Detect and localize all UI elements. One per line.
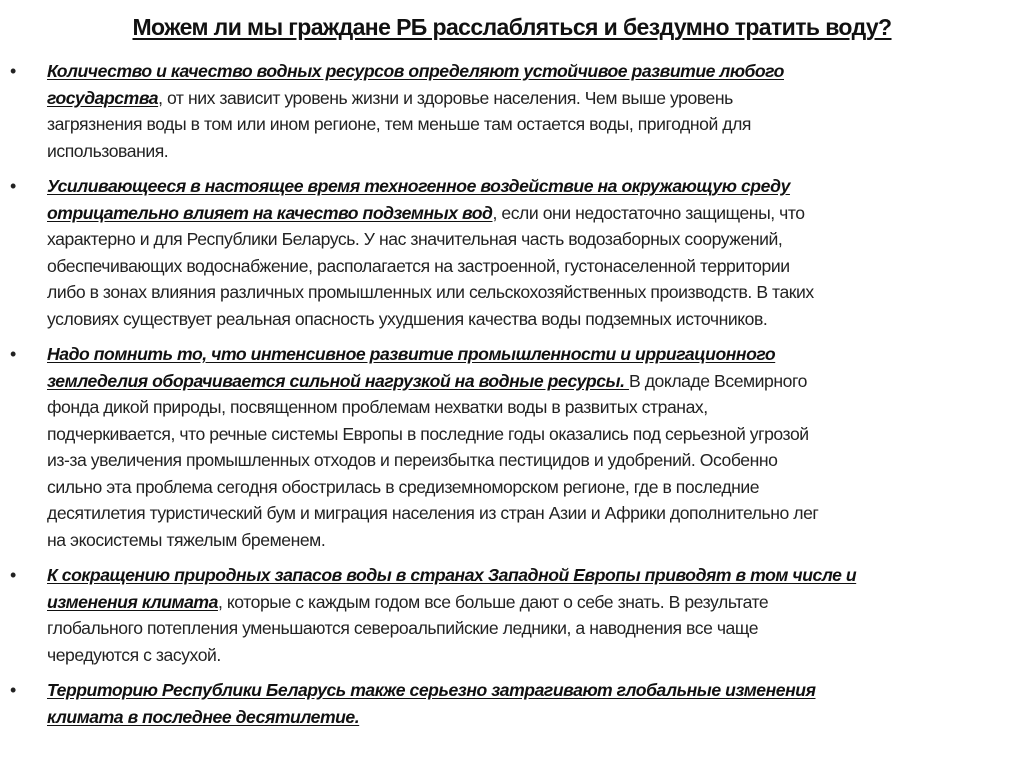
body-text: загрязнения воды в том или ином регионе, тем меньше там остается воды, пригодной для: [47, 114, 751, 134]
bullet-icon: •: [10, 344, 17, 364]
text-line: [47, 500, 1024, 527]
text-line: [47, 704, 1024, 731]
emphasized-text: отрицательно влияет на качество подземных вод: [47, 202, 493, 223]
body-text: обеспечивающих водоснабжение, располагается на застроенной, густонаселенной территории: [47, 255, 790, 276]
body-text: сильно эта проблема сегодня обострилась в средиземноморском регионе, где в последние: [47, 476, 760, 497]
text-line: [47, 85, 1024, 112]
text-line: [47, 589, 1024, 616]
bullet-icon: •: [10, 61, 17, 81]
text-line: [47, 677, 1024, 704]
text-line: [47, 279, 1024, 306]
body-text: глобального потепления уменьшаются североальпийские ледники, а наводнения все чаще: [47, 618, 759, 638]
emphasized-text: изменения климата: [47, 591, 218, 612]
emphasized-text: Количество и качество водных ресурсов определяют устойчивое развитие любого: [47, 61, 784, 81]
body-text: фонда дикой природы, посвященном проблемам нехватки воды в развитых странах,: [47, 397, 708, 417]
body-text: подчеркивается, что речные системы Европы в последние годы оказались под серьезной угрозой: [47, 423, 809, 444]
text-line: [47, 615, 1024, 642]
emphasized-text: земледелия оборачивается сильной нагрузкой на водные ресурсы.: [47, 370, 629, 391]
text-line: [47, 421, 1024, 448]
text-line: [47, 306, 1024, 333]
bullet-item: [0, 173, 1024, 332]
body-text: на экосистемы тяжелым бременем.: [47, 529, 326, 550]
body-text: , от них зависит уровень жизни и здоровье населения. Чем выше уровень: [158, 87, 733, 108]
text-line: [47, 562, 1024, 589]
emphasized-text: К сокращению природных запасов воды в странах Западной Европы приводят в том числе и: [47, 565, 857, 585]
text-line: [47, 527, 1024, 554]
bullet-item: [0, 562, 1024, 668]
body-text: использования.: [47, 140, 169, 161]
emphasized-text: климата в последнее десятилетие.: [47, 706, 360, 727]
body-text: характерно и для Республики Беларусь. У нас значительная часть водозаборных сооружений,: [47, 229, 783, 249]
body-text: десятилетия туристический бум и миграция населения из стран Азии и Африки дополнительно лег: [47, 503, 819, 523]
slide-title: Можем ли мы граждане РБ расслабляться и бездумно тратить воду?: [132, 14, 892, 40]
body-text: , если они недостаточно защищены, что: [492, 202, 805, 223]
body-text: В докладе Всемирного: [629, 370, 807, 391]
body-text: либо в зонах влияния различных промышленных или сельскохозяйственных производств. В таких: [47, 282, 814, 302]
text-line: [47, 138, 1024, 165]
text-line: [47, 58, 1024, 85]
emphasized-text: Территорию Республики Беларусь также серьезно затрагивают глобальные изменения: [47, 680, 816, 700]
text-line: [47, 368, 1024, 395]
text-line: [47, 447, 1024, 474]
body-text: условиях существует реальная опасность ухудшения качества воды подземных источников.: [47, 308, 768, 329]
body-text: , которые с каждым годом все больше дают о себе знать. В результате: [217, 591, 769, 612]
bullet-icon: •: [10, 680, 17, 700]
emphasized-text: Усиливающееся в настоящее время техногенное воздействие на окружающую среду: [47, 176, 790, 196]
text-line: [47, 253, 1024, 280]
text-line: [47, 474, 1024, 501]
emphasized-text: государства: [47, 87, 159, 108]
text-line: [47, 642, 1024, 669]
emphasized-text: Надо помнить то, что интенсивное развитие промышленности и ирригационного: [47, 344, 776, 364]
bullet-item: [0, 58, 1024, 164]
text-line: [47, 394, 1024, 421]
bullet-item: [0, 677, 1024, 730]
bullet-icon: •: [10, 176, 17, 196]
text-line: [47, 226, 1024, 253]
bullet-list: [0, 58, 1024, 739]
text-line: [47, 341, 1024, 368]
text-line: [47, 111, 1024, 138]
text-line: [47, 173, 1024, 200]
body-text: чередуются с засухой.: [47, 644, 221, 665]
bullet-icon: •: [10, 565, 17, 585]
bullet-item: [0, 341, 1024, 553]
text-line: [47, 200, 1024, 227]
body-text: из-за увеличения промышленных отходов и переизбытка пестицидов и удобрений. Особенно: [47, 450, 778, 470]
